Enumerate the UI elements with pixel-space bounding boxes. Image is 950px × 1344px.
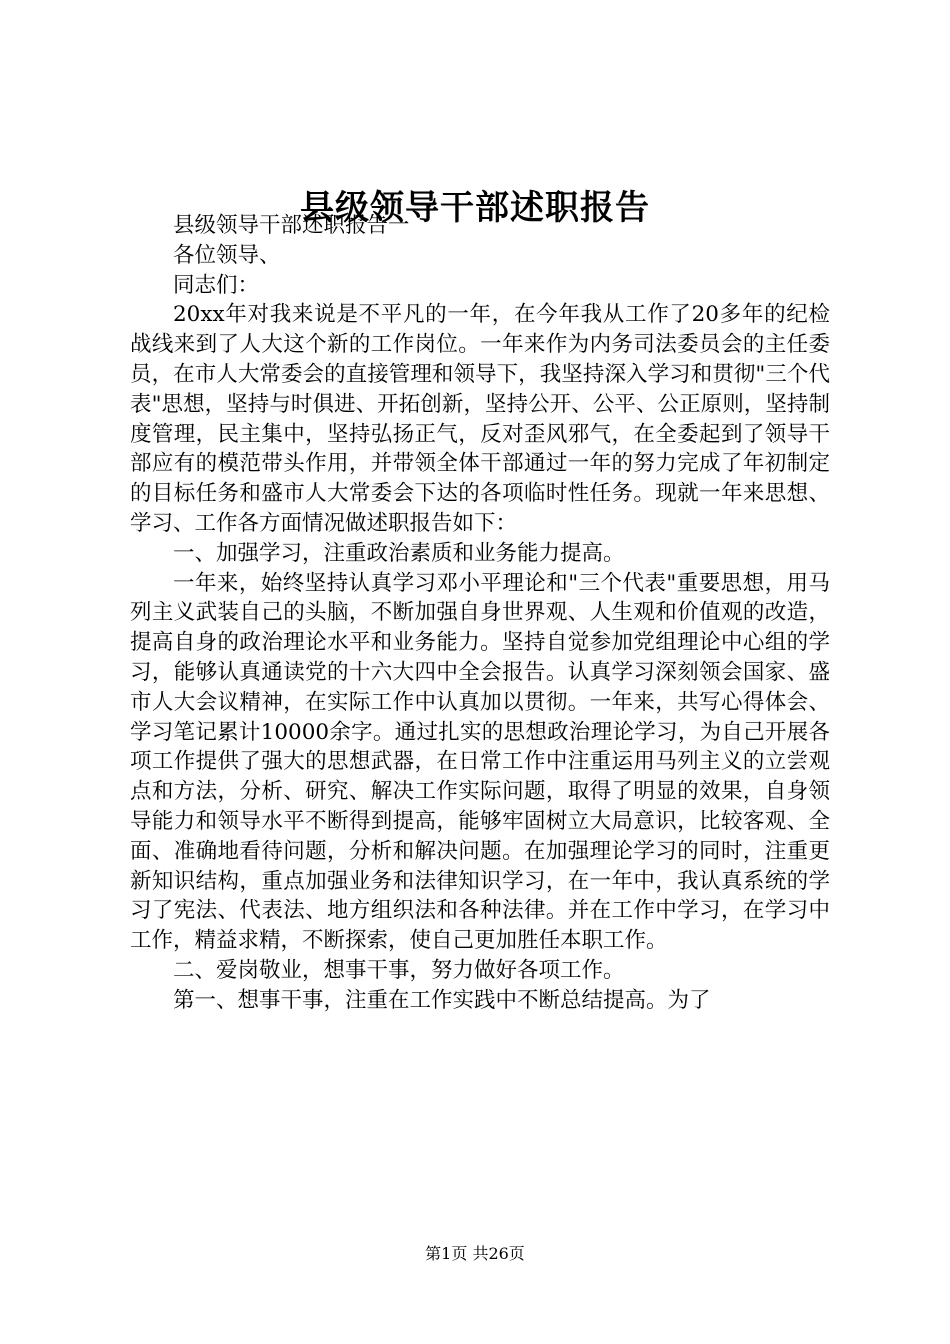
page-number-footer: 第1页 共26页 bbox=[425, 1244, 525, 1263]
salutation-line-2: 同志们： bbox=[173, 272, 260, 298]
salutation-line-1: 各位领导、 bbox=[173, 242, 281, 268]
body-paragraph: 一年来，始终坚持认真学习邓小平理论和"三个代表"重要思想，用马列主义武装自己的头脑，不断加强自身世界观、人生观和价值观的改造，提高自身的政治理论水平和业务能力。坚持自觉参加党组理论中心组的学习，能够认真通读党的十六大四中全会报告。认真学习深刻领会国家、盛市人大会议精神，在实际工作中认真加以贯彻。一年来，共写心得体会、学习笔记累计10000余字。通过扎实的思想政治理论学习，为自己开展各项工作提供了强大的思想武器，在日常工作中注重运用马列主义的立尝观点和方法，分析、研究、解决工作实际问题，取得了明显的效果，自身领导能力和领导水平不断得到提高，能够牢固树立大局意识，比较客观、全面、准确地看待问题，分析和解决问题。在加强理论学习的同时，注重更新知识结构，重点加强业务和法律知识学习，在一年中，我认真系统的学习了宪法、代表法、地方组织法和各种法律。并在工作中学习，在学习中工作，精益求精，不断探索，使自己更加胜任本职工作。 bbox=[130, 570, 830, 954]
section-heading: 二、爱岗敬业，想事干事，努力做好各项工作。 bbox=[173, 957, 625, 983]
body-paragraph: 第一、想事干事，注重在工作实践中不断总结提高。为了 bbox=[173, 987, 711, 1013]
section-heading: 一、加强学习，注重政治素质和业务能力提高。 bbox=[173, 540, 625, 566]
body-paragraph: 20xx年对我来说是不平凡的一年，在今年我从工作了20多年的纪检战线来到了人大这个新的工作岗位。一年来作为内务司法委员会的主任委员，在市人大常委会的直接管理和领导下，我坚持深入学习和贯彻"三个代表"思想，坚持与时俱进、开拓创新，坚持公开、公平、公正原则，坚持制度管理，民主集中，坚持弘扬正气，反对歪风邪气，在全委起到了领导干部应有的模范带头作用，并带领全体干部通过一年的努力完成了年初制定的目标任务和盛市人大常委会下达的各项临时性任务。现就一年来思想、学习、工作各方面情况做述职报告如下： bbox=[130, 302, 830, 536]
document-title: 县级领导干部述职报告 bbox=[300, 188, 650, 228]
document-body bbox=[130, 211, 830, 1016]
subtitle-paragraph: 县级领导干部述职报告一 bbox=[173, 213, 410, 238]
